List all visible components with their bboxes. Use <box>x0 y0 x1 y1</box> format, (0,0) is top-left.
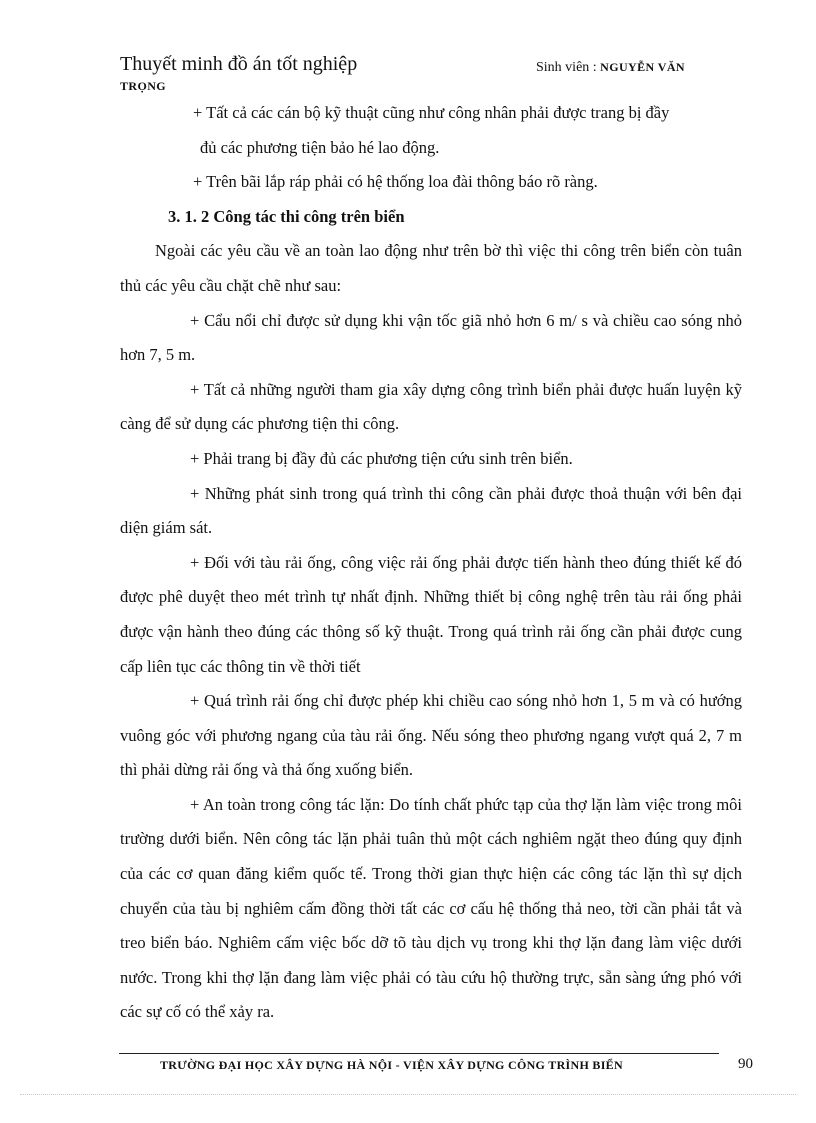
paragraph: + Trên bãi lắp ráp phải có hệ thống loa đài thông báo rõ ràng. <box>193 172 598 192</box>
footer-divider <box>119 1053 719 1054</box>
page-edge-divider <box>20 1094 796 1095</box>
student-info <box>536 58 685 77</box>
paragraph: + An toàn trong công tác lặn: Do tính chất phức tạp của thợ lặn làm việc trong môi trường dưới biển. Nên công tác lặn phải tuân thủ một cách nghiêm ngặt theo đúng quy định của các cơ quan đăng kiểm quốc tế. Trong thời gian thực hiện các công tác lặn thì sự dịch chuyển của tàu bị nghiêm cấm đồng thời tất các cơ cấu hệ thống thả neo, tời cần phải tắt và treo biển báo. Nghiêm cấm việc bốc dỡ tõ tàu dịch vụ trong khi thợ lặn đang làm việc dưới nước. Trong khi thợ lặn đang làm việc phải có tàu cứu hộ thường trực, sẵn sàng ứng phó với các sự cố có thể xảy ra. <box>120 794 742 1022</box>
page-body <box>120 96 742 1030</box>
paragraph: đủ các phương tiện bảo hé lao động. <box>200 137 440 157</box>
section-heading: 3. 1. 2 Công tác thi công trên biển <box>168 206 405 226</box>
paragraph: + Tất cả các cán bộ kỹ thuật cũng như công nhân phải được trang bị đầy <box>193 103 670 122</box>
paragraph: + Quá trình rải ống chỉ được phép khi chiều cao sóng nhỏ hơn 1, 5 m và có hướng vuông góc với phương ngang của tàu rải ống. Nếu sóng theo phương ngang vượt quá 2, 7 m thì phải dừng rải ống và thả ống xuống biển. <box>120 691 742 780</box>
student-name-overflow: TRỌNG <box>120 79 167 93</box>
paragraph: + Đối với tàu rải ống, công việc rải ống phải được tiến hành theo đúng thiết kế đó được phê duyệt theo mét trình tự nhất định. Những thiết bị công nghệ trên tàu rải ống phải được vận hành theo đúng các thông số kỹ thuật. Trong quá trình rải ống cần phải được cung cấp liên tục các thông tin về thời tiết <box>120 552 742 676</box>
student-label: Sinh viên : <box>536 60 597 75</box>
paragraph: Ngoài các yêu cầu về an toàn lao động như trên bờ thì việc thi công trên biển còn tuân thủ các yêu cầu chặt chẽ như sau: <box>120 241 742 295</box>
paragraph: + Những phát sinh trong quá trình thi công cần phải được thoả thuận với bên đại diện giám sát. <box>120 483 742 538</box>
footer-institution: TRƯỜNG ĐẠI HỌC XÂY DỰNG HÀ NỘI - VIỆN XÂY DỰNG CÔNG TRÌNH BIỂN <box>160 1058 623 1072</box>
paragraph: + Phải trang bị đầy đủ các phương tiện cứu sinh trên biển. <box>190 448 573 468</box>
page-number: 90 <box>738 1056 753 1072</box>
paragraph: + Tất cả những người tham gia xây dựng công trình biển phải được huấn luyện kỹ càng để sử dụng các phương tiện thi công. <box>120 379 742 434</box>
document-title: Thuyết minh đồ án tốt nghiệp <box>120 53 358 75</box>
student-name: NGUYỄN VĂN <box>600 60 685 74</box>
paragraph: + Cẩu nổi chỉ được sử dụng khi vận tốc giã nhỏ hơn 6 m/ s và chiều cao sóng nhỏ hơn 7, 5 m. <box>120 310 742 365</box>
